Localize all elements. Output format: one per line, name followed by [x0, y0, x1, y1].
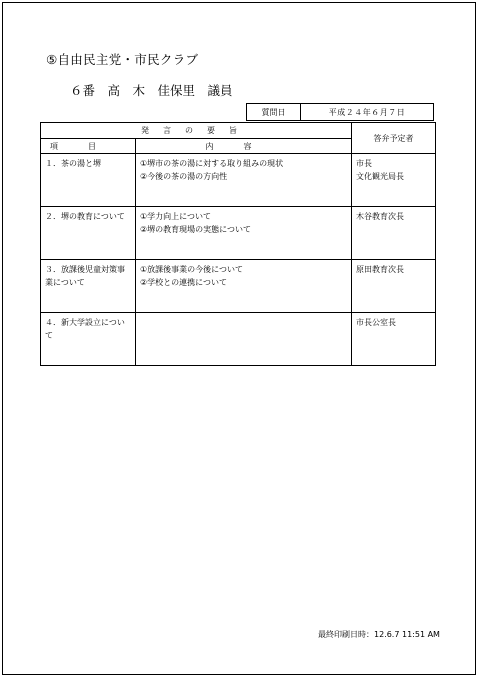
- table-row: [41, 260, 436, 313]
- answerer-line: 市長公室長: [356, 318, 396, 327]
- answerer-line: 文化観光局長: [356, 172, 404, 181]
- table-row: [41, 154, 436, 207]
- content-cell: [136, 313, 352, 366]
- answerer-line: 原田教育次長: [356, 265, 404, 274]
- table-row: [41, 207, 436, 260]
- item-cell: ２．堺の教育について: [41, 207, 136, 260]
- content-line: ①堺市の茶の湯に対する取り組みの現状: [140, 159, 284, 168]
- last-printed-timestamp: 最終印刷日時：12.6.7 11:51 AM: [318, 630, 440, 639]
- speech-summary-table: [40, 122, 436, 366]
- content-cell: [136, 154, 352, 207]
- item-cell: １．茶の湯と堺: [41, 154, 136, 207]
- content-line: ②今後の茶の湯の方向性: [140, 172, 228, 181]
- question-date-label: 質問日: [247, 104, 301, 120]
- party-name: ⑤自由民主党・市民クラブ: [46, 52, 199, 67]
- answerer-line: 市長: [356, 159, 372, 168]
- question-date-value: 平成２４年６月７日: [328, 107, 406, 117]
- item-cell: ４．新大学設立について: [41, 313, 136, 366]
- item-cell: ３．放課後児童対策事業について: [41, 260, 136, 313]
- header-content: 内容: [136, 139, 352, 154]
- answerer-line: 木谷教育次長: [356, 212, 404, 221]
- question-date-box: [246, 103, 434, 121]
- answerer-cell: [352, 313, 436, 366]
- answerer-cell: [352, 260, 436, 313]
- content-line: ①放課後事業の今後について: [140, 265, 244, 274]
- content-cell: [136, 260, 352, 313]
- content-line: ②学校との連携について: [140, 278, 228, 287]
- content-line: ②堺の教育現場の実態について: [140, 225, 252, 234]
- header-item: 項目: [41, 139, 136, 154]
- content-cell: [136, 207, 352, 260]
- content-line: ①学力向上について: [140, 212, 212, 221]
- table-row: [41, 313, 436, 366]
- header-answerer: 答弁予定者: [352, 123, 436, 154]
- speaker-name: ６番 高 木 佳保里 議員: [70, 83, 233, 98]
- answerer-cell: [352, 207, 436, 260]
- header-main: 発言の要旨: [41, 123, 352, 139]
- answerer-cell: [352, 154, 436, 207]
